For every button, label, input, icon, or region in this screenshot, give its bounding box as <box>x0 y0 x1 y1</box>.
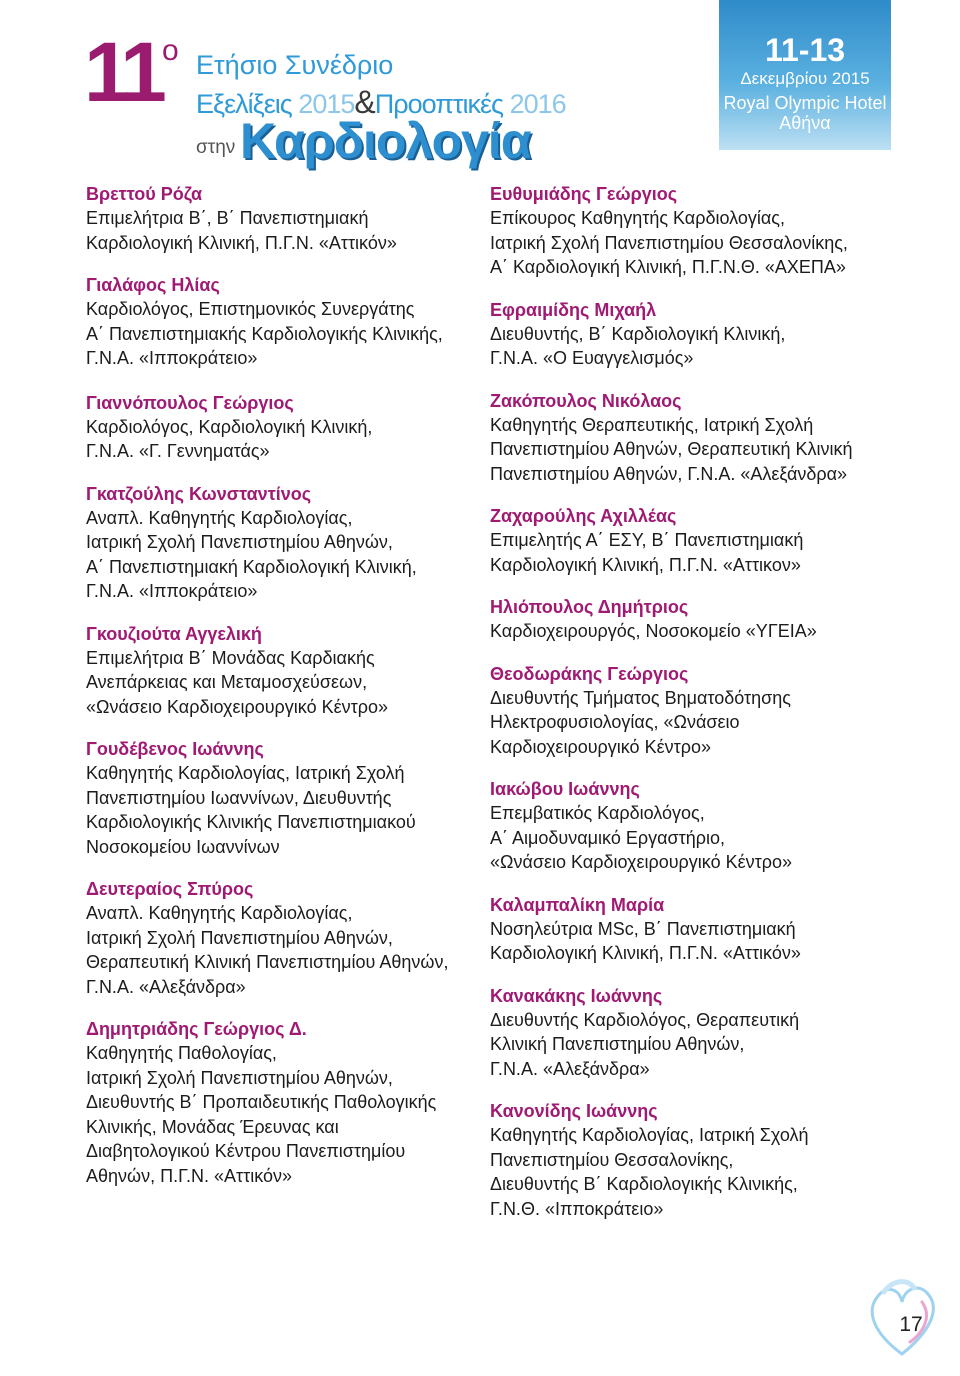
speaker-affiliation-line: Πανεπιστημίου Θεσσαλονίκης, <box>490 1149 734 1170</box>
title-ampersand: & <box>354 84 375 120</box>
event-date-box <box>719 0 891 150</box>
speaker-entry <box>86 482 466 604</box>
speaker-affiliation-line: Ιατρική Σχολή Πανεπιστημίου Αθηνών, <box>86 1067 393 1088</box>
speaker-affiliation-line: Ιατρική Σχολή Πανεπιστημίου Αθηνών, <box>86 927 393 948</box>
speaker-affiliation-line: Κλινικής, Μονάδας Έρευνας και <box>86 1116 339 1137</box>
title-word-developments: Εξελίξεις <box>196 89 292 119</box>
speaker-affiliation-line: Καρδιολόγος, Καρδιολογική Κλινική, <box>86 416 373 437</box>
speaker-name: Δημητριάδης Γεώργιος Δ. <box>86 1019 307 1039</box>
speaker-affiliation-line: Ιατρική Σχολή Πανεπιστημίου Αθηνών, <box>86 532 393 552</box>
speaker-affiliation-line: Διευθυντής, Β΄ Καρδιολογική Κλινική, <box>490 323 786 344</box>
speaker-entry <box>86 737 466 859</box>
speaker-name: Γιαλάφος Ηλίας <box>86 275 220 295</box>
speaker-affiliation-line: Διευθυντής Τμήματος Βηματοδότησης <box>490 687 791 708</box>
speaker-entry <box>490 984 890 1082</box>
speaker-affiliation-line: Καρδιοχειρουργικό Κέντρο» <box>490 736 711 757</box>
speaker-entry <box>86 391 466 464</box>
speaker-affiliation-line: Α΄ Πανεπιστημιακή Καρδιολογική Κλινική, <box>86 556 417 577</box>
speaker-name: Ευθυμιάδης Γεώργιος <box>490 184 678 204</box>
speaker-entry <box>490 1099 890 1221</box>
speaker-affiliation-line: Καρδιοχειρουργός, Νοσοκομείο «ΥΓΕΙΑ» <box>490 621 817 641</box>
speaker-affiliation-line: Αναπλ. Καθηγητής Καρδιολογίας, <box>86 903 353 923</box>
conference-title-line1: Ετήσιο Συνέδριο <box>196 50 394 80</box>
speakers-right-column <box>490 182 890 1221</box>
speaker-entry <box>490 504 890 577</box>
speaker-affiliation-line: Καθηγητής Παθολογίας, <box>86 1043 277 1063</box>
event-days: 11-13 <box>764 32 846 68</box>
speakers-left-column <box>86 182 466 1188</box>
speaker-affiliation-line: Επεμβατικός Καρδιολόγος, <box>490 803 705 823</box>
speaker-entry <box>86 877 466 999</box>
speaker-affiliation-line: Ιατρική Σχολή Πανεπιστημίου Θεσσαλονίκης, <box>490 232 848 253</box>
speaker-name: Γκουζιούτα Αγγελική <box>86 623 262 644</box>
speaker-affiliation-line: Γ.Ν.Α. «Γ. Γεννηματάς» <box>86 441 270 461</box>
speaker-affiliation-line: Ηλεκτροφυσιολογίας, «Ωνάσειο <box>490 712 740 732</box>
speaker-entry <box>490 182 890 280</box>
event-city: Αθήνα <box>779 113 831 134</box>
speaker-affiliation-line: Καρδιολογική Κλινική, Π.Γ.Ν. «Αττικόν» <box>86 232 397 253</box>
speaker-entry <box>490 777 890 875</box>
speaker-entry <box>86 182 466 255</box>
speaker-affiliation-line: Πανεπιστημίου Αθηνών, Θεραπευτική Κλινική <box>490 439 853 459</box>
speaker-affiliation-line: «Ωνάσειο Καρδιοχειρουργικό Κέντρο» <box>86 696 388 717</box>
speaker-name: Ζαχαρούλης Αχιλλέας <box>490 506 677 526</box>
page-number: 17 <box>899 1313 923 1336</box>
speaker-entry <box>86 273 466 371</box>
speaker-entry <box>490 662 890 760</box>
speaker-entry <box>86 622 466 720</box>
speaker-entry <box>490 595 890 644</box>
speaker-affiliation-line: Γ.Ν.Α. «Αλεξάνδρα» <box>86 976 246 997</box>
speaker-name: Εφραιμίδης Μιχαήλ <box>490 299 657 320</box>
speaker-name: Ζακόπουλος Νικόλαος <box>490 390 682 411</box>
speaker-name: Καλαμπαλίκη Μαρία <box>490 894 665 915</box>
speaker-affiliation-line: «Ωνάσειο Καρδιοχειρουργικό Κέντρο» <box>490 852 792 872</box>
conference-main-title: Καρδιολογία <box>240 113 531 169</box>
speaker-name: Γιαννόπουλος Γεώργιος <box>86 392 294 413</box>
speaker-name: Δευτεραίος Σπύρος <box>86 879 254 899</box>
conference-number: 11 <box>84 25 161 119</box>
speaker-name: Κανονίδης Ιωάννης <box>490 1101 658 1121</box>
speaker-affiliation-line: Αναπλ. Καθηγητής Καρδιολογίας, <box>86 507 353 528</box>
speaker-affiliation-line: Καθηγητής Καρδιολογίας, Ιατρική Σχολή <box>490 1125 809 1145</box>
speaker-affiliation-line: Κλινική Πανεπιστημίου Αθηνών, <box>490 1034 745 1054</box>
speaker-name: Γουδέβενος Ιωάννης <box>86 739 264 759</box>
speaker-affiliation-line: Επιμελητής Α΄ ΕΣΥ, Β΄ Πανεπιστημιακή <box>490 530 804 550</box>
speaker-affiliation-line: Νοσηλεύτρια MSc, Β΄ Πανεπιστημιακή <box>490 918 796 939</box>
speaker-affiliation-line: Πανεπιστημίου Αθηνών, Γ.Ν.Α. «Αλεξάνδρα» <box>490 463 848 484</box>
speaker-affiliation-line: Διευθυντής Β΄ Καρδιολογικής Κλινικής, <box>490 1174 798 1194</box>
speaker-affiliation-line: Καρδιολογική Κλινική, Π.Γ.Ν. «Αττικόν» <box>490 943 801 963</box>
speaker-name: Γκατζούλης Κωνσταντίνος <box>86 483 312 504</box>
speaker-affiliation-line: Α΄ Πανεπιστημιακής Καρδιολογικής Κλινικής, <box>86 323 443 344</box>
speaker-affiliation-line: Θεραπευτική Κλινική Πανεπιστημίου Αθηνών, <box>86 952 449 972</box>
speaker-affiliation-line: Καρδιολόγος, Επιστημονικός Συνεργάτης <box>86 299 415 319</box>
speaker-affiliation-line: Νοσοκομείου Ιωαννίνων <box>86 836 280 857</box>
speaker-affiliation-line: Πανεπιστημίου Ιωαννίνων, Διευθυντής <box>86 787 392 808</box>
event-month: Δεκεμβρίου 2015 <box>740 69 870 88</box>
speaker-affiliation-line: Α΄ Καρδιολογική Κλινική, Π.Γ.Ν.Θ. «ΑΧΕΠΑ» <box>490 257 846 277</box>
speaker-affiliation-line: Καρδιολογική Κλινική, Π.Γ.Ν. «Αττικον» <box>490 554 801 575</box>
speaker-affiliation-line: Επιμελήτρια Β΄, Β΄ Πανεπιστημιακή <box>86 208 369 228</box>
title-word-prospects: Προοπτικές <box>374 89 504 119</box>
speaker-affiliation-line: Γ.Ν.Α. «Ιπποκράτειο» <box>86 581 258 601</box>
speaker-affiliation-line: Καθηγητής Θεραπευτικής, Ιατρική Σχολή <box>490 414 814 435</box>
title-year-2015: 2015 <box>298 89 355 119</box>
event-hotel: Royal Olympic Hotel <box>723 92 887 113</box>
speaker-affiliation-line: Επίκουρος Καθηγητής Καρδιολογίας, <box>490 208 785 228</box>
conference-number-superscript: ο <box>162 34 179 67</box>
speaker-affiliation-line: Επιμελήτρια Β΄ Μονάδας Καρδιακής <box>86 647 375 668</box>
speaker-affiliation-line: Διαβητολογικού Κέντρου Πανεπιστημίου <box>86 1141 406 1161</box>
speaker-name: Κανακάκης Ιωάννης <box>490 985 663 1006</box>
speaker-affiliation-line: Διευθυντής Β΄ Προπαιδευτικής Παθολογικής <box>86 1092 437 1112</box>
title-year-2016: 2016 <box>509 89 566 119</box>
speaker-entry <box>490 893 890 966</box>
speaker-entry <box>490 298 890 371</box>
speaker-affiliation-line: Γ.Ν.Θ. «Ιπποκράτειο» <box>490 1198 664 1219</box>
speaker-entry <box>86 1017 466 1188</box>
speaker-affiliation-line: Γ.Ν.Α. «Ιπποκράτειο» <box>86 348 258 368</box>
speaker-name: Βρεττού Ρόζα <box>86 184 203 204</box>
title-preposition: στην <box>196 137 236 158</box>
speaker-affiliation-line: Ανεπάρκειας και Μεταμοσχεύσεων, <box>86 672 368 692</box>
speaker-affiliation-line: Γ.Ν.Α. «Ο Ευαγγελισμός» <box>490 348 694 368</box>
speaker-affiliation-line: Α΄ Αιμοδυναμικό Εργαστήριο, <box>490 827 725 848</box>
speaker-affiliation-line: Αθηνών, Π.Γ.Ν. «Αττικόν» <box>86 1165 293 1186</box>
speaker-affiliation-line: Γ.Ν.Α. «Αλεξάνδρα» <box>490 1058 650 1079</box>
speaker-name: Ιακώβου Ιωάννης <box>490 779 640 799</box>
speaker-name: Ηλιόπουλος Δημήτριος <box>490 597 689 617</box>
speaker-affiliation-line: Καθηγητής Καρδιολογίας, Ιατρική Σχολή <box>86 763 405 783</box>
speaker-entry <box>490 389 890 487</box>
speaker-affiliation-line: Καρδιολογικής Κλινικής Πανεπιστημιακού <box>86 812 416 832</box>
speaker-name: Θεοδωράκης Γεώργιος <box>490 663 689 684</box>
speaker-affiliation-line: Διευθυντής Καρδιολόγος, Θεραπευτική <box>490 1009 800 1030</box>
